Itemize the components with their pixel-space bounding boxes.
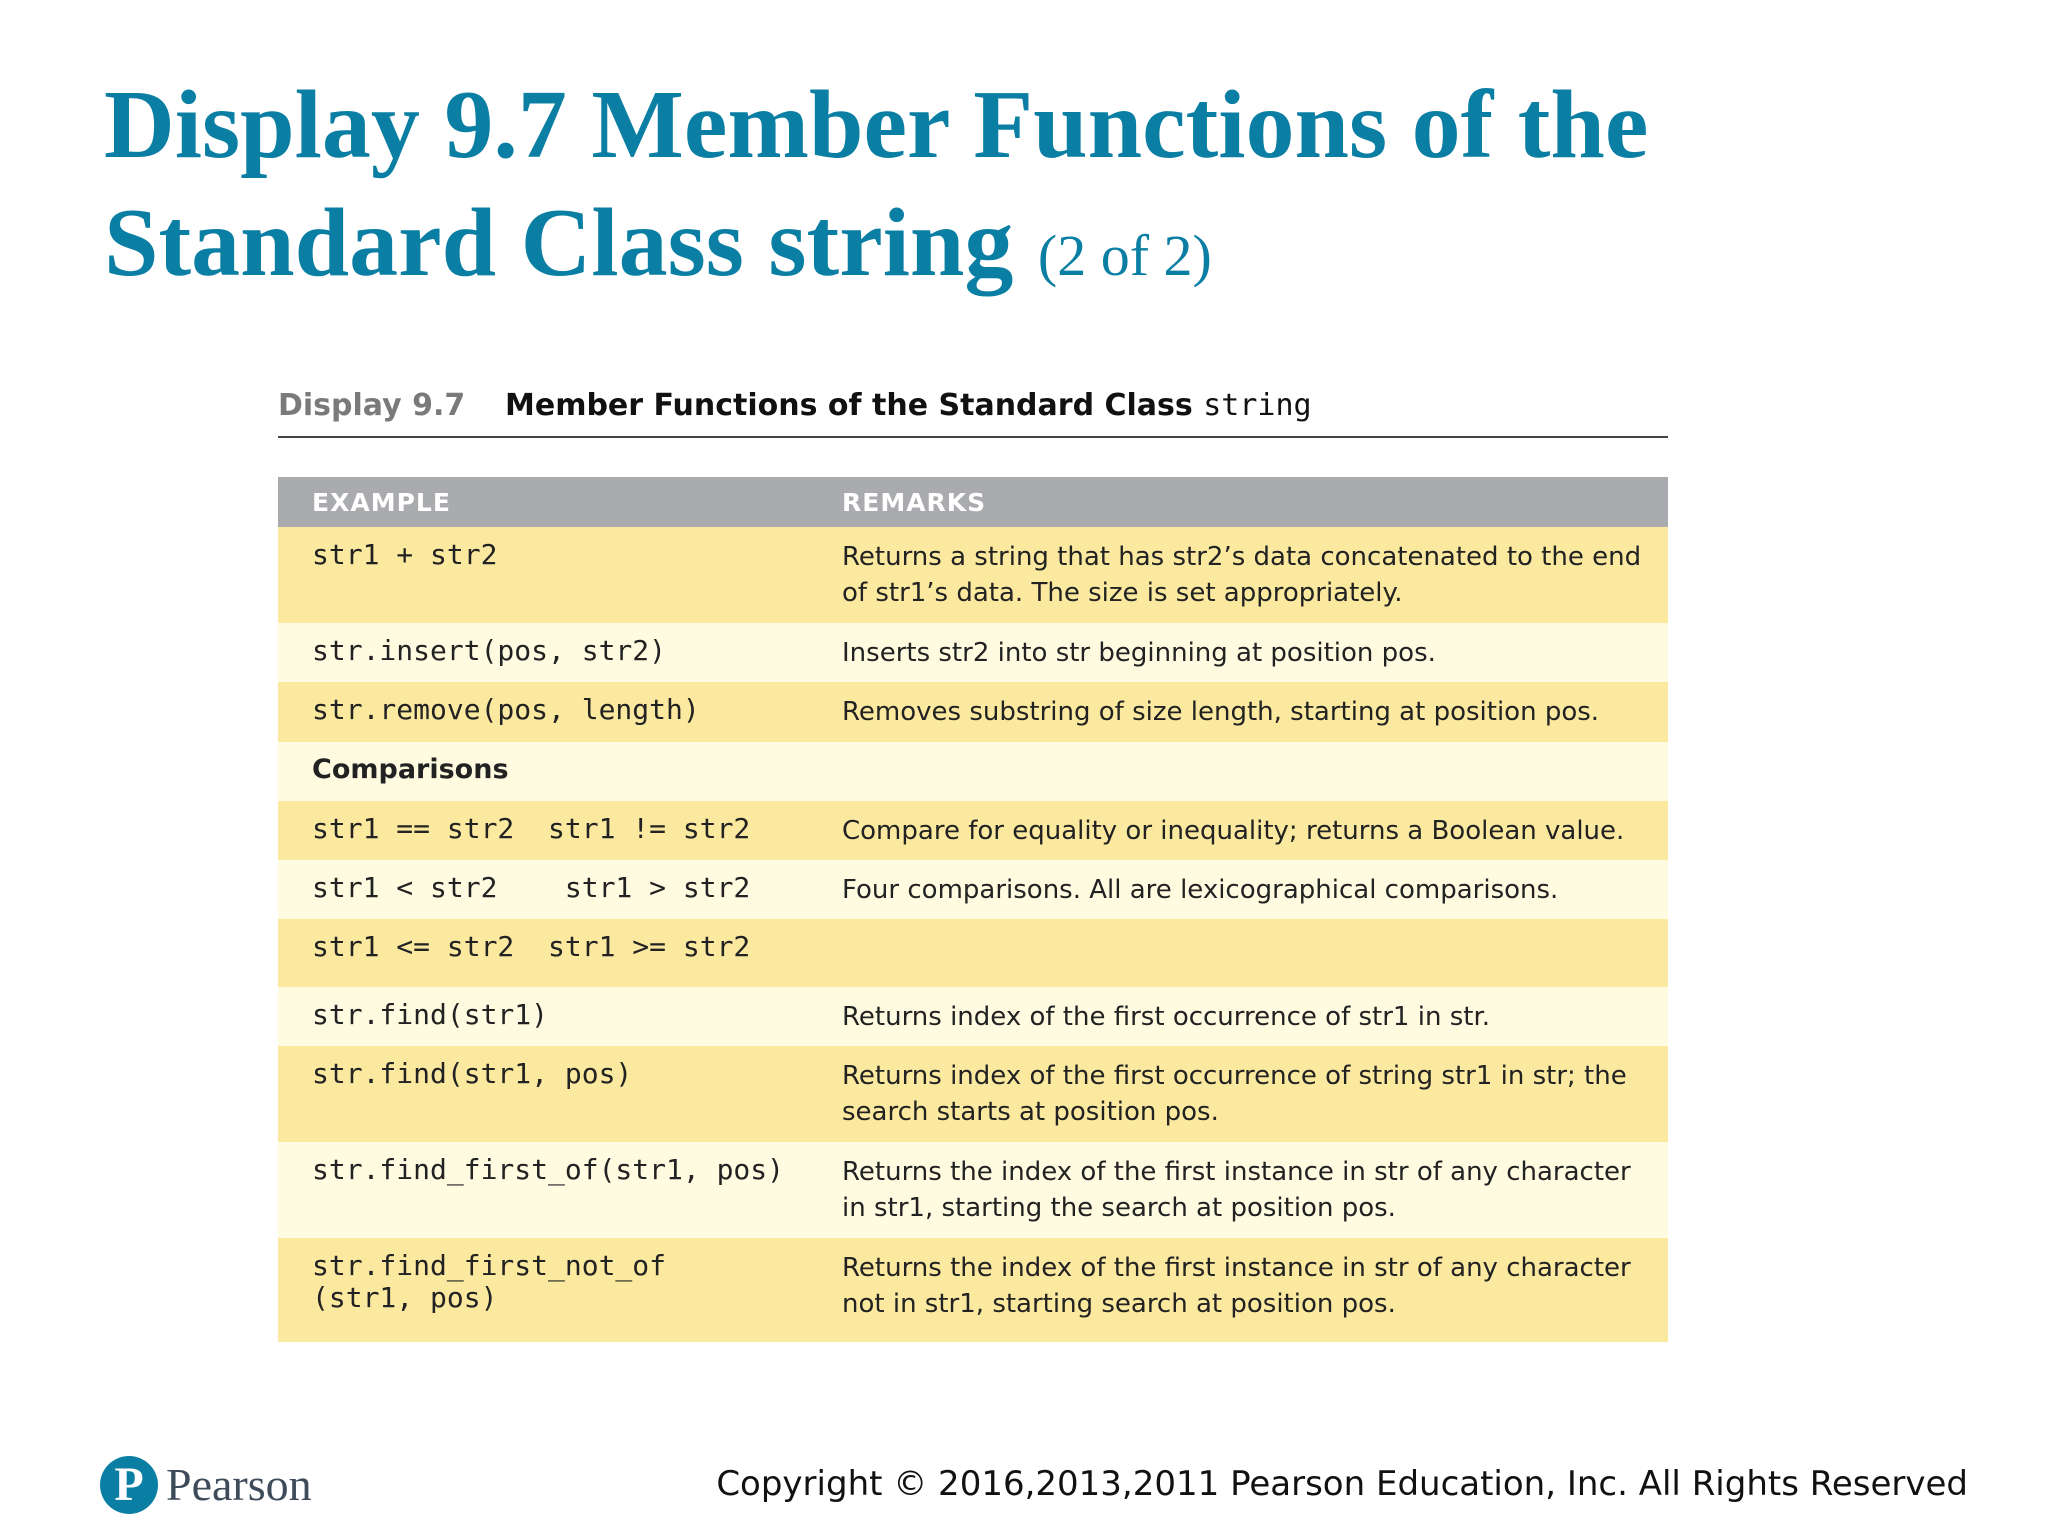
remark-cell: Inserts str2 into str beginning at position pos.	[822, 623, 1668, 682]
table-row	[278, 801, 1668, 860]
remark-cell: Returns the index of the first instance in str of any character not in str1, starting search at position pos.	[822, 1238, 1668, 1342]
slide-title-line2: Standard Class string	[104, 189, 1014, 297]
example-cell: str.find(str1, pos)	[278, 1046, 822, 1142]
table-row	[278, 987, 1668, 1046]
table-row	[278, 682, 1668, 742]
remark-cell: Returns index of the first occurrence of string str1 in str; the search starts at position pos.	[822, 1046, 1668, 1142]
table-row	[278, 1238, 1668, 1342]
pearson-wordmark: Pearson	[166, 1459, 312, 1510]
display-title	[505, 388, 1312, 423]
display-label: Display 9.7	[278, 388, 466, 423]
table-header-row	[278, 477, 1668, 527]
remark-cell: Removes substring of size length, starting at position pos.	[822, 682, 1668, 742]
slide-title	[104, 66, 1864, 315]
member-functions-table	[278, 477, 1668, 1342]
section-heading-comparisons: Comparisons	[278, 742, 822, 801]
slide-title-line1: Display 9.7 Member Functions of the	[104, 71, 1649, 179]
column-header-remarks: REMARKS	[822, 477, 1668, 527]
remark-cell: Returns index of the first occurrence of str1 in str.	[822, 987, 1668, 1046]
remark-cell: Returns a string that has str2’s data concatenated to the end of str1’s data. The size is set appropriately.	[822, 527, 1668, 623]
remark-cell: Four comparisons. All are lexicographical comparisons.	[822, 860, 1668, 919]
example-cell: str1 == str2 str1 != str2	[278, 801, 822, 860]
example-cell: str1 + str2	[278, 527, 822, 623]
table-row	[278, 860, 1668, 919]
pearson-logo	[100, 1456, 520, 1526]
example-cell: str.find(str1)	[278, 987, 822, 1046]
table-row	[278, 1142, 1668, 1238]
table-row-section-heading	[278, 742, 1668, 801]
remark-cell: Compare for equality or inequality; returns a Boolean value.	[822, 801, 1668, 860]
display-caption	[278, 384, 1668, 438]
remark-cell	[822, 919, 1668, 987]
example-cell: str1 < str2 str1 > str2	[278, 860, 822, 919]
table-row	[278, 527, 1668, 623]
copyright-notice: Copyright © 2016,2013,2011 Pearson Education, Inc. All Rights Reserved	[716, 1464, 1968, 1504]
example-cell: str.find_first_not_of (str1, pos)	[278, 1238, 822, 1342]
table-row	[278, 1046, 1668, 1142]
display-title-text: Member Functions of the Standard Class	[505, 388, 1193, 423]
display-title-code: string	[1203, 388, 1312, 423]
remark-cell: Returns the index of the first instance in str of any character in str1, starting the search at position pos.	[822, 1142, 1668, 1238]
example-cell: str.insert(pos, str2)	[278, 623, 822, 682]
column-header-example: EXAMPLE	[278, 477, 822, 527]
slide-title-suffix: (2 of 2)	[1037, 223, 1212, 288]
example-cell: str.remove(pos, length)	[278, 682, 822, 742]
remark-cell	[822, 742, 1668, 801]
example-cell: str1 <= str2 str1 >= str2	[278, 919, 822, 987]
table-row	[278, 623, 1668, 682]
example-cell: str.find_first_of(str1, pos)	[278, 1142, 822, 1238]
pearson-p-icon: P	[100, 1456, 158, 1514]
table-row	[278, 919, 1668, 987]
